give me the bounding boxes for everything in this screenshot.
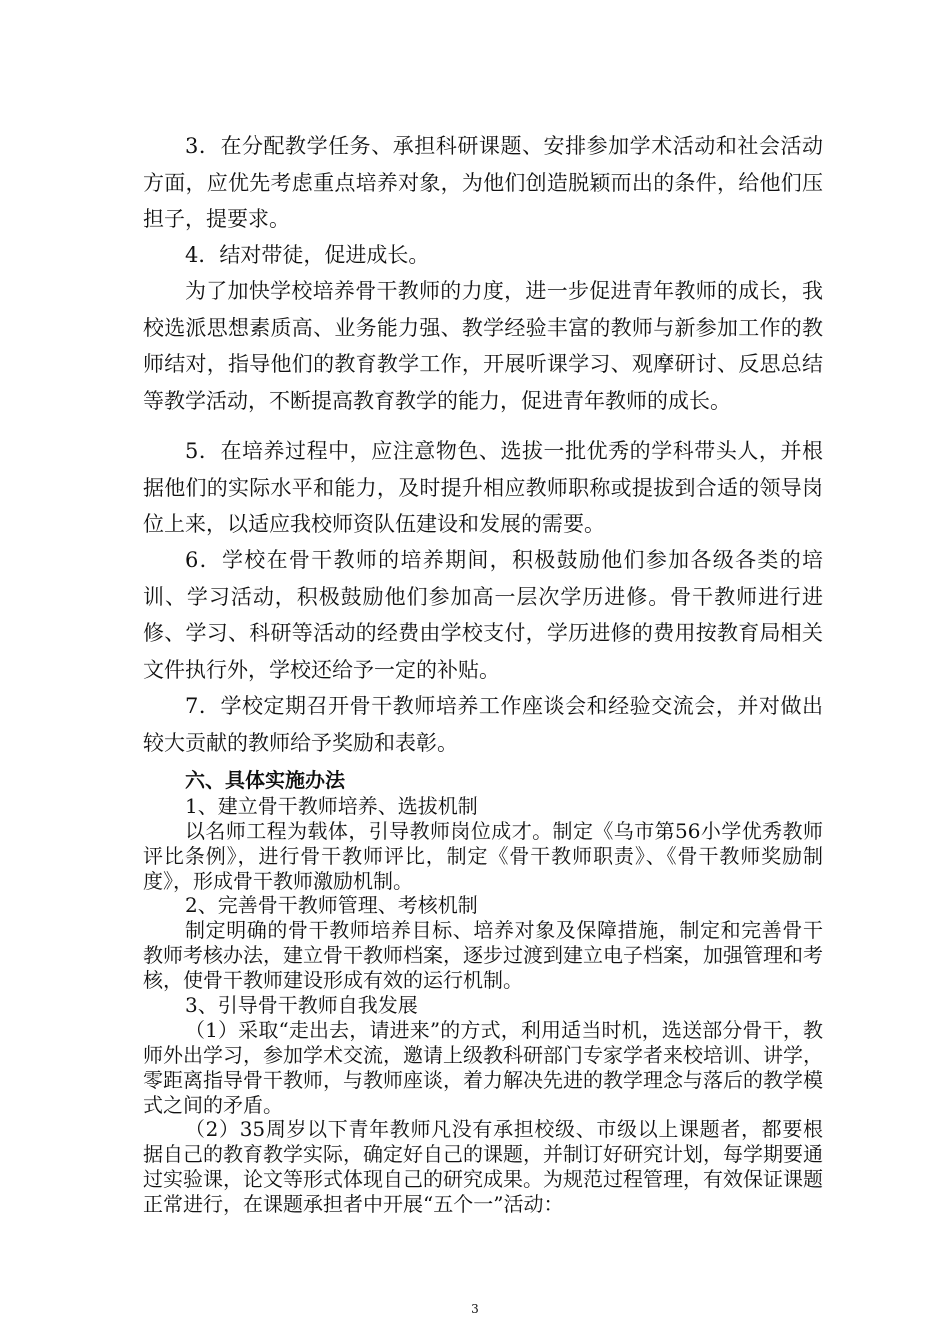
page-number: 3: [471, 1302, 479, 1316]
subheading-management-mechanism: 2、完善骨干教师管理、考核机制: [185, 893, 478, 917]
paragraph-item-6: 6．学校在骨干教师的培养期间，积极鼓励他们参加各级各类的培训、学习活动，积极鼓励他们参加高一层次学历进修。骨干教师进行进修、学习、科研等活动的经费由学校支付，学历进修的费用按教育局相关文件执行外，学校还给予一定的补贴。: [143, 548, 823, 682]
paragraph-go-out-invite-in: （1）采取“走出去，请进来”的方式，利用适当时机，选送部分骨干，教师外出学习，参加学术交流，邀请上级教科研部门专家学者来校培训、讲学，零距离指导骨干教师，与教师座谈，着力解决先进的教学理念与落后的教学模式之间的矛盾。: [143, 1018, 823, 1117]
paragraph-item-7: 7．学校定期召开骨干教师培养工作座谈会和经验交流会，并对做出较大贡献的教师给予奖励和表彰。: [143, 694, 823, 755]
paragraph-famous-teacher-project: 以名师工程为载体，引导教师岗位成才。制定《乌市第56小学优秀教师评比条例》，进行骨干教师评比，制定《骨干教师职责》、《骨干教师奖励制度》，形成骨干教师激励机制。: [143, 819, 823, 893]
subheading-self-development: 3、引导骨干教师自我发展: [185, 993, 418, 1017]
section-heading-implementation: 六、具体实施办法: [185, 768, 345, 792]
paragraph-management-details: 制定明确的骨干教师培养目标、培养对象及保障措施，制定和完善骨干教师考核办法，建立骨干教师档案，逐步过渡到建立电子档案，加强管理和考核，使骨干教师建设形成有效的运行机制。: [143, 918, 823, 992]
subheading-selection-mechanism: 1、建立骨干教师培养、选拔机制: [185, 794, 478, 818]
paragraph-item-3: 3．在分配教学任务、承担科研课题、安排参加学术活动和社会活动方面，应优先考虑重点培养对象，为他们创造脱颖而出的条件，给他们压担子，提要求。: [143, 134, 823, 231]
paragraph-item-5: 5．在培养过程中，应注意物色、选拔一批优秀的学科带头人，并根据他们的实际水平和能力，及时提升相应教师职称或提拔到合适的领导岗位上来，以适应我校师资队伍建设和发展的需要。: [143, 439, 823, 536]
paragraph-young-teacher-research: （2）35周岁以下青年教师凡没有承担校级、市级以上课题者，都要根据自己的教育教学实际，确定好自己的课题，并制订好研究计划，每学期要通过实验课，论文等形式体现自己的研究成果。为规范过程管理，有效保证课题正常进行，在课题承担者中开展“五个一”活动：: [143, 1117, 823, 1216]
paragraph-mentoring: 为了加快学校培养骨干教师的力度，进一步促进青年教师的成长，我校选派思想素质高、业务能力强、教学经验丰富的教师与新参加工作的教师结对，指导他们的教育教学工作，开展听课学习、观摩研讨、反思总结等教学活动，不断提高教育教学的能力，促进青年教师的成长。: [143, 279, 823, 413]
paragraph-item-4-heading: 4．结对带徒，促进成长。: [185, 243, 430, 267]
